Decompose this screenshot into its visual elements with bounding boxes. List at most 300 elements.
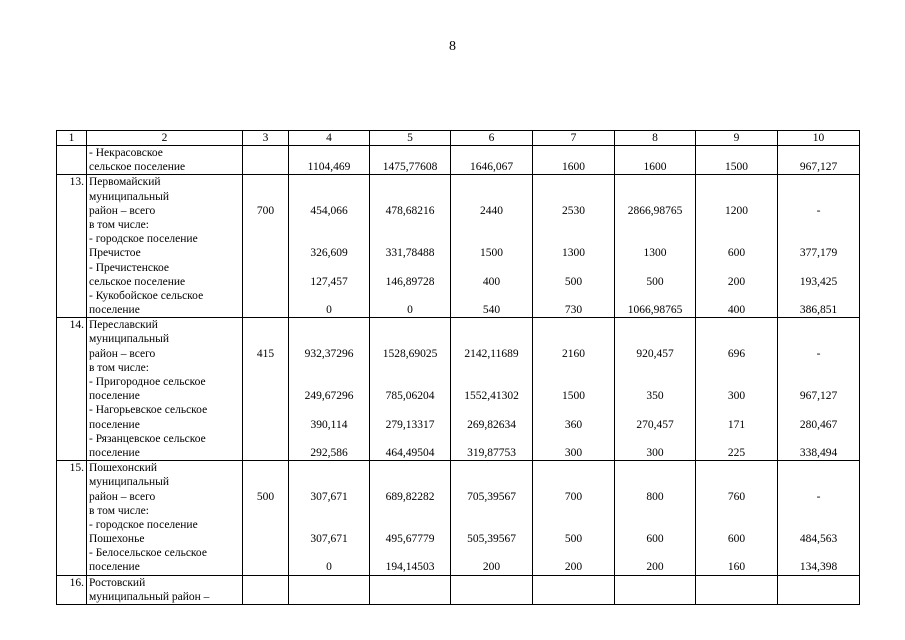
value-cell	[533, 318, 615, 461]
value-line	[245, 318, 286, 332]
value-line	[698, 289, 775, 303]
value-cell	[289, 146, 370, 175]
value-line	[617, 232, 693, 246]
name-line: поселение	[89, 390, 140, 403]
value-line	[780, 332, 857, 346]
value-line	[372, 175, 448, 189]
value-line	[245, 175, 286, 189]
value-line	[698, 190, 775, 204]
value-line	[372, 332, 448, 346]
value-line	[698, 518, 775, 532]
value-line	[453, 504, 530, 518]
value-cell	[243, 318, 289, 461]
value-line	[698, 375, 775, 389]
value-line	[698, 318, 775, 332]
value-line	[617, 190, 693, 204]
value-line	[780, 518, 857, 532]
value-line	[780, 432, 857, 446]
value-line: 464,49504	[385, 446, 435, 459]
value-line	[617, 332, 693, 346]
name-line: поселение	[89, 418, 140, 431]
value-line	[291, 576, 367, 590]
value-line	[245, 518, 286, 532]
table-row	[57, 575, 860, 604]
value-line: 331,78488	[385, 247, 435, 260]
value-line	[617, 403, 693, 417]
value-line	[453, 218, 530, 232]
value-line	[535, 576, 612, 590]
value-line: 484,563	[799, 533, 838, 546]
value-line: 2440	[480, 204, 503, 217]
value-line	[780, 403, 857, 417]
value-line	[535, 375, 612, 389]
value-line	[372, 146, 448, 160]
value-line	[617, 361, 693, 375]
value-line: 540	[482, 304, 501, 317]
value-cell	[533, 175, 615, 318]
value-cell	[778, 575, 860, 604]
name-line: муниципальный	[89, 476, 170, 489]
value-line: 1600	[562, 161, 585, 174]
header-cell: 6	[451, 131, 533, 146]
value-line	[245, 418, 286, 432]
value-line	[617, 475, 693, 489]
value-line	[453, 403, 530, 417]
name-line: - Пригородное сельское	[89, 376, 206, 388]
value-line: -	[816, 204, 821, 217]
value-line: 200	[564, 561, 583, 574]
value-line	[453, 518, 530, 532]
value-line	[291, 590, 367, 604]
header-cell: 1	[57, 131, 87, 146]
value-line	[617, 504, 693, 518]
value-cell	[696, 575, 778, 604]
value-line	[535, 146, 612, 160]
value-line	[453, 576, 530, 590]
value-line	[453, 318, 530, 332]
value-line	[291, 546, 367, 560]
value-line: 760	[727, 490, 746, 503]
value-cell	[451, 318, 533, 461]
name-line: - Некрасовское	[89, 147, 163, 159]
value-cell	[615, 318, 696, 461]
value-line	[245, 389, 286, 403]
value-line: 249,67296	[304, 390, 354, 403]
value-line	[535, 403, 612, 417]
value-line	[698, 361, 775, 375]
value-line	[780, 546, 857, 560]
value-line	[780, 146, 857, 160]
value-line: 1475,77608	[382, 161, 438, 174]
budget-table	[56, 130, 860, 605]
value-line	[453, 546, 530, 560]
value-line: 1500	[725, 161, 748, 174]
value-line	[245, 446, 286, 460]
value-line	[453, 289, 530, 303]
value-line	[535, 218, 612, 232]
value-line: 1300	[643, 247, 667, 260]
value-line	[291, 361, 367, 375]
value-cell	[289, 318, 370, 461]
header-cell: 2	[87, 131, 243, 146]
value-line: 1104,469	[307, 161, 351, 174]
value-line	[291, 175, 367, 189]
value-line	[780, 576, 857, 590]
value-cell	[533, 146, 615, 175]
value-cell	[615, 461, 696, 576]
value-line	[698, 261, 775, 275]
value-line	[780, 318, 857, 332]
value-cell	[289, 175, 370, 318]
value-line	[535, 475, 612, 489]
value-line	[453, 475, 530, 489]
value-line	[372, 590, 448, 604]
value-line	[372, 461, 448, 475]
value-line	[372, 190, 448, 204]
value-line: 415	[256, 347, 275, 360]
value-line: 500	[646, 275, 664, 288]
value-line	[453, 146, 530, 160]
value-line: 127,457	[310, 275, 348, 288]
value-line	[372, 232, 448, 246]
value-line	[245, 532, 286, 546]
value-line	[291, 332, 367, 346]
value-line: 307,671	[310, 533, 348, 546]
value-line	[780, 289, 857, 303]
value-line	[780, 475, 857, 489]
value-line	[372, 318, 448, 332]
value-line	[245, 275, 286, 289]
value-line: 920,457	[636, 347, 674, 360]
table-row	[57, 146, 860, 175]
value-line	[780, 461, 857, 475]
value-line	[245, 560, 286, 574]
name-line: Ростовский	[89, 576, 146, 589]
row-name	[87, 175, 243, 318]
value-line: 785,06204	[385, 390, 435, 403]
value-cell	[451, 175, 533, 318]
value-line: 307,671	[310, 490, 348, 503]
value-line	[453, 461, 530, 475]
name-line: муниципальный	[89, 333, 170, 346]
value-cell	[451, 146, 533, 175]
name-line: район – всего	[89, 204, 156, 217]
name-line: - городское поселение	[89, 233, 198, 246]
value-line	[291, 518, 367, 532]
value-line: 200	[727, 275, 746, 288]
value-line	[372, 504, 448, 518]
value-line	[535, 318, 612, 332]
value-line: 270,457	[636, 418, 674, 431]
value-line	[535, 190, 612, 204]
value-line	[698, 218, 775, 232]
value-line	[245, 289, 286, 303]
value-line: 338,494	[799, 446, 838, 459]
name-line: Пречистое	[89, 247, 141, 260]
value-line	[617, 518, 693, 532]
value-line	[291, 146, 367, 160]
value-line: 705,39567	[467, 490, 516, 503]
value-line: 689,82282	[385, 490, 435, 503]
value-line: 967,127	[799, 161, 838, 174]
value-cell	[289, 461, 370, 576]
value-line: 600	[646, 533, 664, 546]
value-line: 1552,41302	[464, 390, 519, 403]
value-line	[780, 175, 857, 189]
value-line	[780, 361, 857, 375]
name-line: в том числе:	[89, 361, 149, 374]
value-line	[245, 432, 286, 446]
value-line: 200	[646, 561, 664, 574]
value-line	[372, 261, 448, 275]
row-number: 16.	[57, 575, 87, 604]
value-line: 967,127	[799, 390, 838, 403]
value-line	[372, 576, 448, 590]
value-line: 386,851	[799, 304, 838, 317]
value-line	[291, 218, 367, 232]
page-number: 8	[449, 39, 456, 54]
value-line	[780, 190, 857, 204]
value-line	[698, 232, 775, 246]
header-cell: 7	[533, 131, 615, 146]
value-line: -	[816, 490, 821, 503]
value-line	[698, 332, 775, 346]
value-line: 0	[407, 304, 413, 317]
header-cell: 8	[615, 131, 696, 146]
value-line	[372, 218, 448, 232]
name-line: - Рязанцевское сельское	[89, 432, 206, 445]
name-line: район – всего	[89, 490, 156, 503]
value-line	[698, 146, 775, 160]
header-cell: 3	[243, 131, 289, 146]
value-line	[291, 432, 367, 446]
value-line	[535, 504, 612, 518]
value-cell	[615, 146, 696, 175]
value-line	[453, 590, 530, 604]
value-line: 800	[646, 490, 664, 503]
value-line	[617, 432, 693, 446]
value-line	[453, 332, 530, 346]
name-line: в том числе:	[89, 504, 149, 517]
value-line: 200	[482, 561, 501, 574]
value-line: 400	[727, 304, 746, 317]
value-line: 300	[646, 446, 664, 459]
value-line: 730	[564, 304, 583, 317]
value-line	[291, 289, 367, 303]
value-line	[453, 190, 530, 204]
value-line: 1646,067	[469, 161, 514, 174]
value-line: 2142,11689	[464, 347, 519, 360]
row-number	[57, 146, 87, 175]
value-line	[535, 175, 612, 189]
value-line: 279,13317	[385, 418, 435, 431]
value-cell	[778, 146, 860, 175]
value-line	[291, 461, 367, 475]
row-name	[87, 461, 243, 576]
value-line	[780, 590, 857, 604]
value-line	[453, 361, 530, 375]
value-line	[245, 261, 286, 275]
value-line	[245, 232, 286, 246]
value-line	[617, 590, 693, 604]
value-line: 377,179	[799, 247, 838, 260]
value-line	[245, 576, 286, 590]
value-line: 1300	[562, 247, 585, 260]
value-cell	[243, 146, 289, 175]
value-line	[617, 576, 693, 590]
value-line: 194,14503	[385, 561, 435, 574]
value-cell	[243, 461, 289, 576]
name-line: - Пречистенское	[89, 261, 170, 274]
value-line	[245, 475, 286, 489]
value-cell	[451, 575, 533, 604]
value-line	[535, 546, 612, 560]
value-line	[535, 518, 612, 532]
name-line: Переславский	[89, 319, 158, 332]
value-line	[535, 361, 612, 375]
value-line: 400	[482, 275, 501, 288]
row-name	[87, 146, 243, 175]
value-line	[453, 175, 530, 189]
table-row	[57, 461, 860, 576]
value-line	[453, 261, 530, 275]
value-cell	[778, 461, 860, 576]
name-line: - Белосельское сельское	[89, 547, 207, 560]
value-line	[698, 546, 775, 560]
value-line: 292,586	[310, 446, 348, 459]
value-line	[617, 218, 693, 232]
table-row	[57, 318, 860, 461]
value-line: 2530	[562, 204, 585, 217]
value-line	[291, 261, 367, 275]
value-cell	[289, 575, 370, 604]
value-cell	[370, 575, 451, 604]
value-line	[535, 590, 612, 604]
value-line	[372, 546, 448, 560]
name-line: - Нагорьевское сельское	[89, 404, 208, 417]
value-cell	[778, 175, 860, 318]
value-line: 193,425	[799, 275, 838, 288]
name-line: поселение	[89, 304, 140, 317]
value-cell	[370, 146, 451, 175]
row-number: 13.	[57, 175, 87, 318]
value-line	[698, 403, 775, 417]
value-line	[372, 432, 448, 446]
value-line: 319,87753	[467, 446, 516, 459]
header-cell: 5	[370, 131, 451, 146]
value-line: 300	[564, 446, 583, 459]
value-cell	[451, 461, 533, 576]
value-cell	[778, 318, 860, 461]
value-line: 454,066	[310, 204, 348, 217]
value-line	[291, 504, 367, 518]
value-line	[291, 190, 367, 204]
value-line: 505,39567	[467, 533, 516, 546]
value-line	[780, 375, 857, 389]
value-line: 500	[564, 275, 583, 288]
name-line: Пошехонье	[89, 533, 145, 546]
value-cell	[243, 575, 289, 604]
value-line	[245, 146, 286, 160]
value-cell	[696, 318, 778, 461]
value-cell	[533, 575, 615, 604]
name-line: район – всего	[89, 347, 156, 360]
value-line	[245, 403, 286, 417]
value-line	[291, 375, 367, 389]
value-line: 500	[564, 533, 583, 546]
header-cell: 10	[778, 131, 860, 146]
value-line	[372, 375, 448, 389]
value-line	[698, 461, 775, 475]
value-line: 0	[326, 561, 332, 574]
value-cell	[696, 146, 778, 175]
row-name	[87, 575, 243, 604]
name-line: в том числе:	[89, 218, 149, 231]
value-line	[372, 403, 448, 417]
value-line	[698, 175, 775, 189]
name-line: - Кукобойское сельское	[89, 289, 204, 302]
value-line: 160	[727, 561, 746, 574]
value-line	[245, 303, 286, 317]
value-line: 1528,69025	[382, 347, 438, 360]
name-line: сельское поселение	[89, 275, 186, 288]
value-line	[245, 332, 286, 346]
value-line	[780, 232, 857, 246]
value-line	[245, 461, 286, 475]
row-number: 14.	[57, 318, 87, 461]
value-line: 390,114	[310, 418, 348, 431]
value-line: 300	[727, 390, 746, 403]
value-line	[372, 289, 448, 303]
value-cell	[370, 175, 451, 318]
name-line: Пошехонский	[89, 462, 158, 475]
value-line: 171	[727, 418, 746, 431]
value-line	[291, 475, 367, 489]
value-line	[698, 504, 775, 518]
name-line: Первомайский	[89, 176, 161, 189]
value-line: 225	[727, 446, 746, 459]
value-line	[698, 576, 775, 590]
value-line: 1600	[643, 161, 667, 174]
value-cell	[533, 461, 615, 576]
value-line	[453, 432, 530, 446]
value-line	[617, 546, 693, 560]
value-line	[780, 504, 857, 518]
name-line: сельское поселение	[89, 161, 186, 174]
value-line	[698, 475, 775, 489]
name-line: муниципальный район –	[89, 590, 210, 603]
value-line: 1066,98765	[627, 304, 683, 317]
value-line: 1500	[562, 390, 585, 403]
value-line: 360	[564, 418, 583, 431]
value-line: 1200	[725, 204, 748, 217]
value-line: 700	[564, 490, 583, 503]
table-row	[57, 175, 860, 318]
value-line: 280,467	[799, 418, 838, 431]
value-line	[372, 475, 448, 489]
value-cell	[696, 175, 778, 318]
value-line	[617, 261, 693, 275]
value-cell	[696, 461, 778, 576]
value-line	[245, 504, 286, 518]
value-line: 932,37296	[304, 347, 354, 360]
value-line: 350	[646, 390, 664, 403]
value-line	[535, 461, 612, 475]
value-line	[535, 232, 612, 246]
value-line	[617, 175, 693, 189]
value-line	[617, 461, 693, 475]
value-line	[617, 289, 693, 303]
